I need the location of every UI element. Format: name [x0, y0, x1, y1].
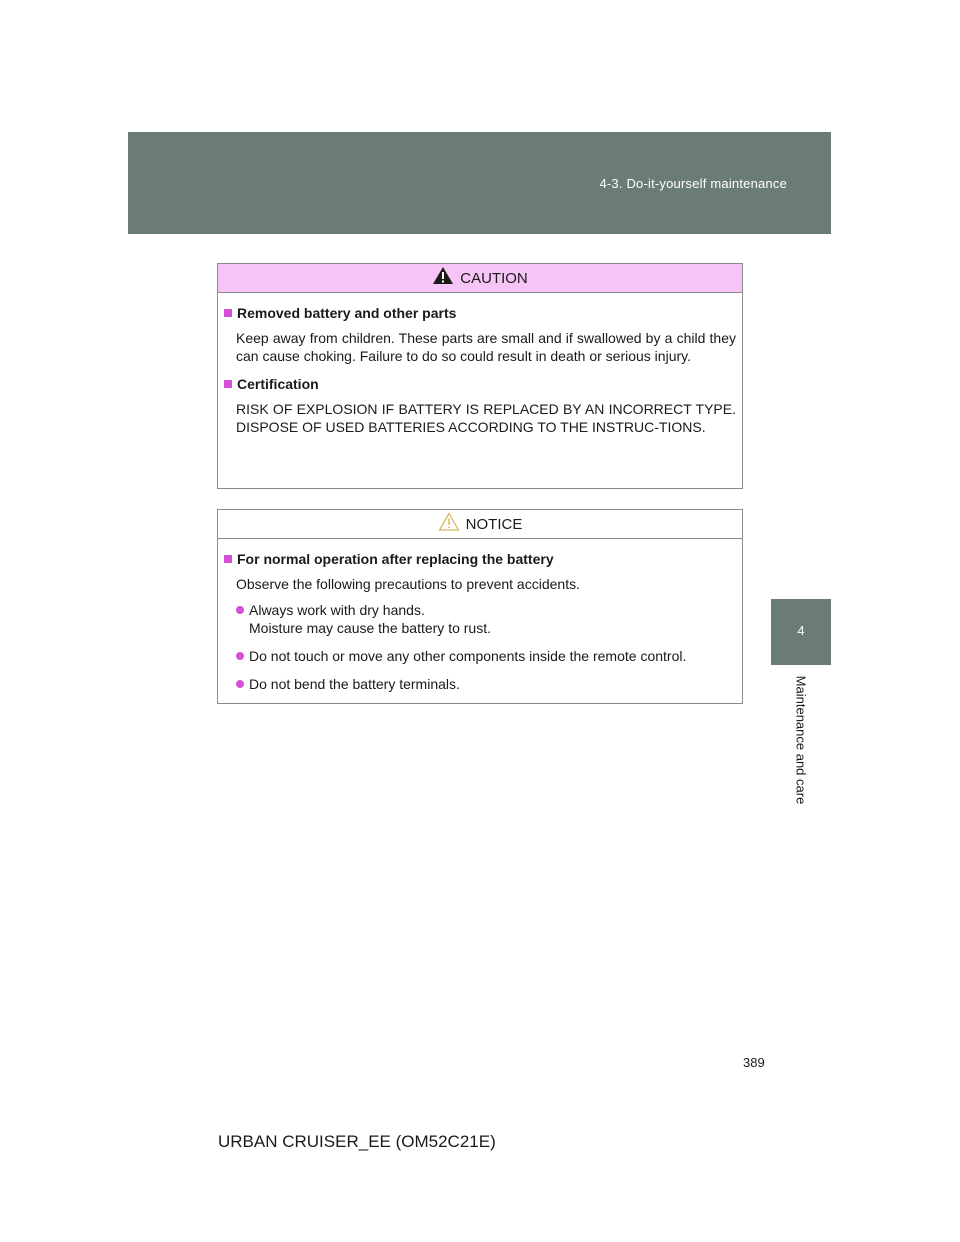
warning-triangle-icon	[432, 266, 454, 285]
square-bullet-icon	[224, 380, 232, 388]
notice-item-title-text: For normal operation after replacing the battery	[237, 551, 554, 567]
chapter-number: 4	[797, 623, 805, 638]
notice-bullet-text: Always work with dry hands.	[249, 602, 425, 618]
caution-item-title-text: Certification	[237, 376, 319, 392]
notice-bullet-text: Do not touch or move any other components inside the remote control.	[249, 648, 687, 664]
notice-item-title	[224, 550, 736, 568]
notice-item-text: Observe the following precautions to prevent accidents.	[236, 576, 580, 592]
caution-body	[218, 293, 742, 436]
notice-bullet	[224, 647, 736, 665]
round-bullet-icon	[236, 606, 244, 614]
section-title: 4-3. Do-it-yourself maintenance	[599, 176, 787, 191]
caution-item-title	[224, 375, 736, 393]
round-bullet-icon	[236, 680, 244, 688]
chapter-tab	[771, 599, 831, 665]
footer-model: URBAN CRUISER_EE (OM52C21E)	[218, 1132, 496, 1151]
caution-item-title	[224, 304, 736, 322]
notice-bullet	[224, 601, 736, 637]
chapter-label: Maintenance and care	[793, 675, 809, 805]
caution-item-text: Keep away from children. These parts are small and if swallowed by a child they can cause choking. Failure to do so could result in death or serious injury.	[236, 330, 736, 364]
header-band	[128, 132, 831, 234]
notice-bullet	[224, 675, 736, 693]
caution-heading: CAUTION	[460, 269, 528, 287]
caution-header	[218, 264, 742, 293]
round-bullet-icon	[236, 652, 244, 660]
notice-heading: NOTICE	[465, 515, 523, 533]
notice-header	[218, 510, 742, 539]
caution-box	[217, 263, 743, 489]
caution-item-text: RISK OF EXPLOSION IF BATTERY IS REPLACED BY AN INCORRECT TYPE. DISPOSE OF USED BATTERIES ACCORDING TO THE INSTRUC-TIONS.	[236, 401, 736, 435]
notice-body	[218, 539, 742, 693]
square-bullet-icon	[224, 309, 232, 317]
caution-item-title-text: Removed battery and other parts	[237, 305, 457, 321]
page-number: 389	[743, 1055, 765, 1070]
warning-triangle-outline-icon	[438, 512, 460, 531]
square-bullet-icon	[224, 555, 232, 563]
notice-bullet-text: Do not bend the battery terminals.	[249, 676, 460, 692]
notice-box	[217, 509, 743, 704]
notice-bullet-subtext: Moisture may cause the battery to rust.	[249, 620, 491, 636]
